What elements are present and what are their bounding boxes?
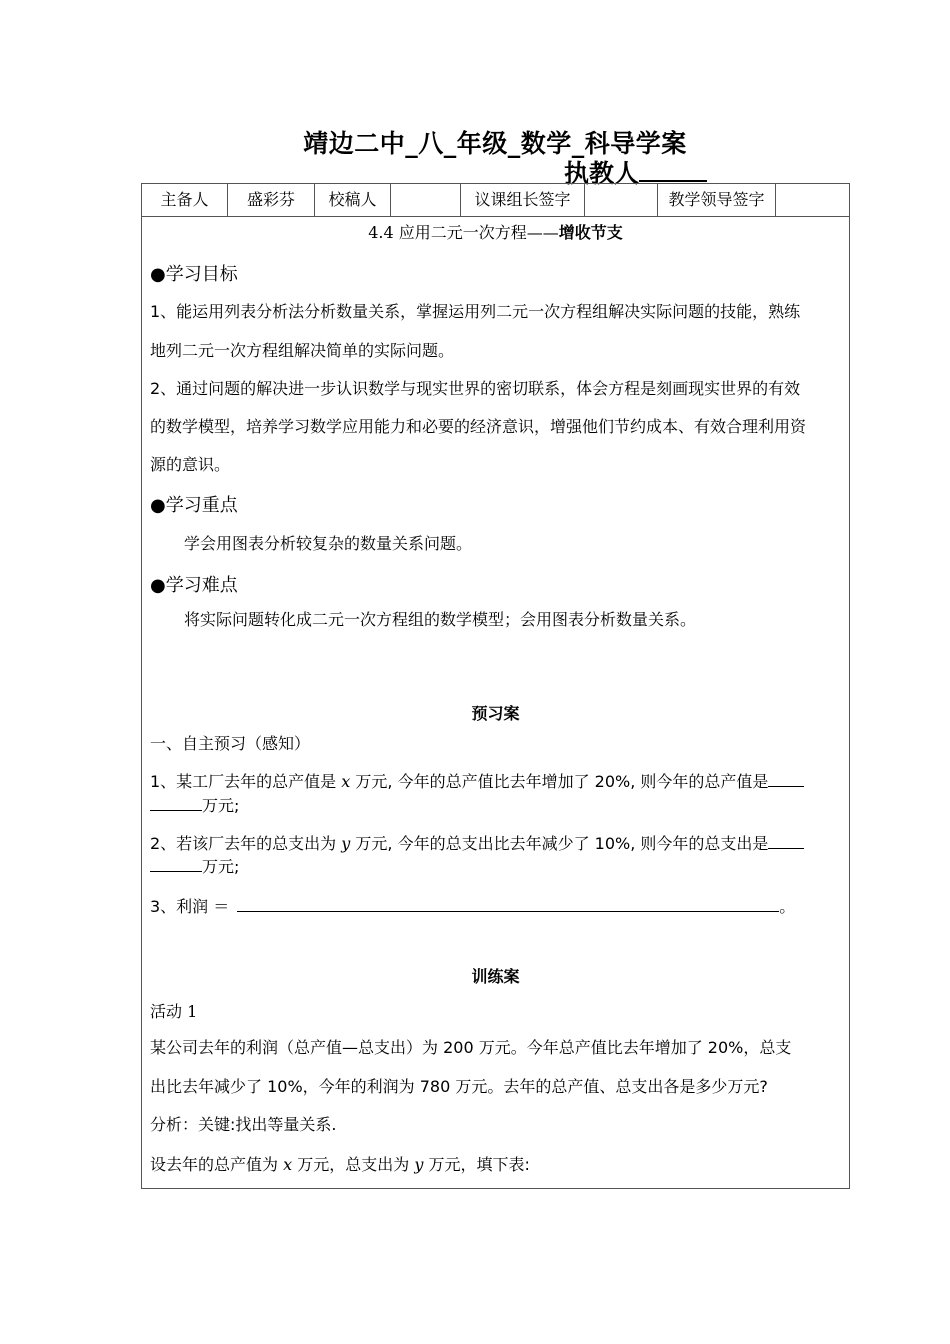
preview-subheading: 一、自主预习（感知） bbox=[150, 734, 311, 753]
goal-2-line-1: 2、通过问题的解决进一步认识数学与现实世界的密切联系，体会方程是刻画现实世界的有效 bbox=[150, 379, 801, 398]
q2-text-a: 2、若该厂去年的总支出为 bbox=[150, 834, 342, 853]
setup-x-variable: x bbox=[283, 1155, 293, 1174]
preview-question-3 bbox=[150, 894, 795, 917]
preview-question-2-cont bbox=[150, 854, 239, 877]
lesson-frame bbox=[141, 183, 850, 1189]
proofreader-label: 校稿人 bbox=[315, 184, 391, 216]
preview-question-2 bbox=[150, 831, 804, 854]
q2-unit: 万元; bbox=[202, 857, 240, 876]
q1-variable: x bbox=[341, 772, 351, 791]
q2-text-b: 万元, 今年的总支出比去年减少了 10%, 则今年的总支出是 bbox=[350, 834, 769, 853]
goal-1-line-2: 地列二元一次方程组解决简单的实际问题。 bbox=[150, 341, 455, 360]
q3-end: 。 bbox=[779, 897, 796, 916]
teacher-blank[interactable] bbox=[639, 158, 707, 182]
problem-line-2: 出比去年减少了 10%，今年的利润为 780 万元。去年的总产值、总支出各是多少万元? bbox=[150, 1077, 768, 1096]
director-sign[interactable] bbox=[776, 184, 849, 216]
goals-heading: ●学习目标 bbox=[150, 264, 238, 285]
difficulties-text: 将实际问题转化成二元一次方程组的数学模型；会用图表分析数量关系。 bbox=[184, 610, 697, 629]
q1-blank[interactable] bbox=[768, 772, 804, 787]
lesson-title-bold: 增收节支 bbox=[558, 223, 623, 242]
q1-text-b: 万元, 今年的总产值比去年增加了 20%, 则今年的总产值是 bbox=[350, 772, 769, 791]
setup-text-c: 万元，填下表: bbox=[423, 1155, 530, 1174]
preparer-label: 主备人 bbox=[142, 184, 228, 216]
leader-sign-label: 议课组长签字 bbox=[461, 184, 585, 216]
preparer-name: 盛彩芬 bbox=[228, 184, 315, 216]
info-row bbox=[142, 184, 849, 217]
q2-blank-cont[interactable] bbox=[150, 857, 202, 872]
q2-blank[interactable] bbox=[768, 834, 804, 849]
proofreader-name[interactable] bbox=[391, 184, 461, 216]
key-points-heading: ●学习重点 bbox=[150, 495, 238, 516]
q1-unit: 万元; bbox=[202, 796, 240, 815]
lesson-title-prefix: 4.4 应用二元一次方程—— bbox=[368, 223, 559, 242]
goal-2-line-3: 源的意识。 bbox=[150, 455, 231, 474]
leader-sign[interactable] bbox=[585, 184, 658, 216]
setup-text-b: 万元，总支出为 bbox=[292, 1155, 415, 1174]
setup-y-variable: y bbox=[414, 1155, 424, 1174]
preview-heading: 预习案 bbox=[471, 704, 520, 723]
q1-text-a: 1、某工厂去年的总产值是 bbox=[150, 772, 342, 791]
q1-blank-cont[interactable] bbox=[150, 796, 202, 811]
activity-label: 活动 1 bbox=[150, 1002, 198, 1021]
training-heading: 训练案 bbox=[471, 967, 520, 986]
page-title: 靖边二中_八_年级_数学_科导学案 bbox=[303, 129, 687, 158]
goal-1-line-1: 1、能运用列表分析法分析数量关系，掌握运用列二元一次方程组解决实际问题的技能，熟练 bbox=[150, 302, 801, 321]
analysis-text: 分析：关键:找出等量关系. bbox=[150, 1115, 337, 1134]
q2-variable: y bbox=[341, 834, 351, 853]
director-sign-label: 教学领导签字 bbox=[658, 184, 776, 216]
difficulties-heading: ●学习难点 bbox=[150, 575, 238, 596]
setup-text-a: 设去年的总产值为 bbox=[150, 1155, 284, 1174]
setup-text bbox=[150, 1152, 530, 1175]
q3-label: 3、利润 ＝ bbox=[150, 897, 230, 916]
preview-question-1 bbox=[150, 769, 804, 792]
preview-question-1-cont bbox=[150, 793, 239, 816]
teacher-label: 执教人 bbox=[564, 159, 640, 188]
key-points-text: 学会用图表分析较复杂的数量关系问题。 bbox=[184, 534, 473, 553]
problem-line-1: 某公司去年的利润（总产值—总支出）为 200 万元。今年总产值比去年增加了 20%，总支 bbox=[150, 1038, 792, 1057]
lesson-title bbox=[142, 220, 849, 243]
goal-2-line-2: 的数学模型，培养学习数学应用能力和必要的经济意识，增强他们节约成本、有效合理利用资 bbox=[150, 417, 807, 436]
q3-blank[interactable] bbox=[237, 897, 779, 912]
